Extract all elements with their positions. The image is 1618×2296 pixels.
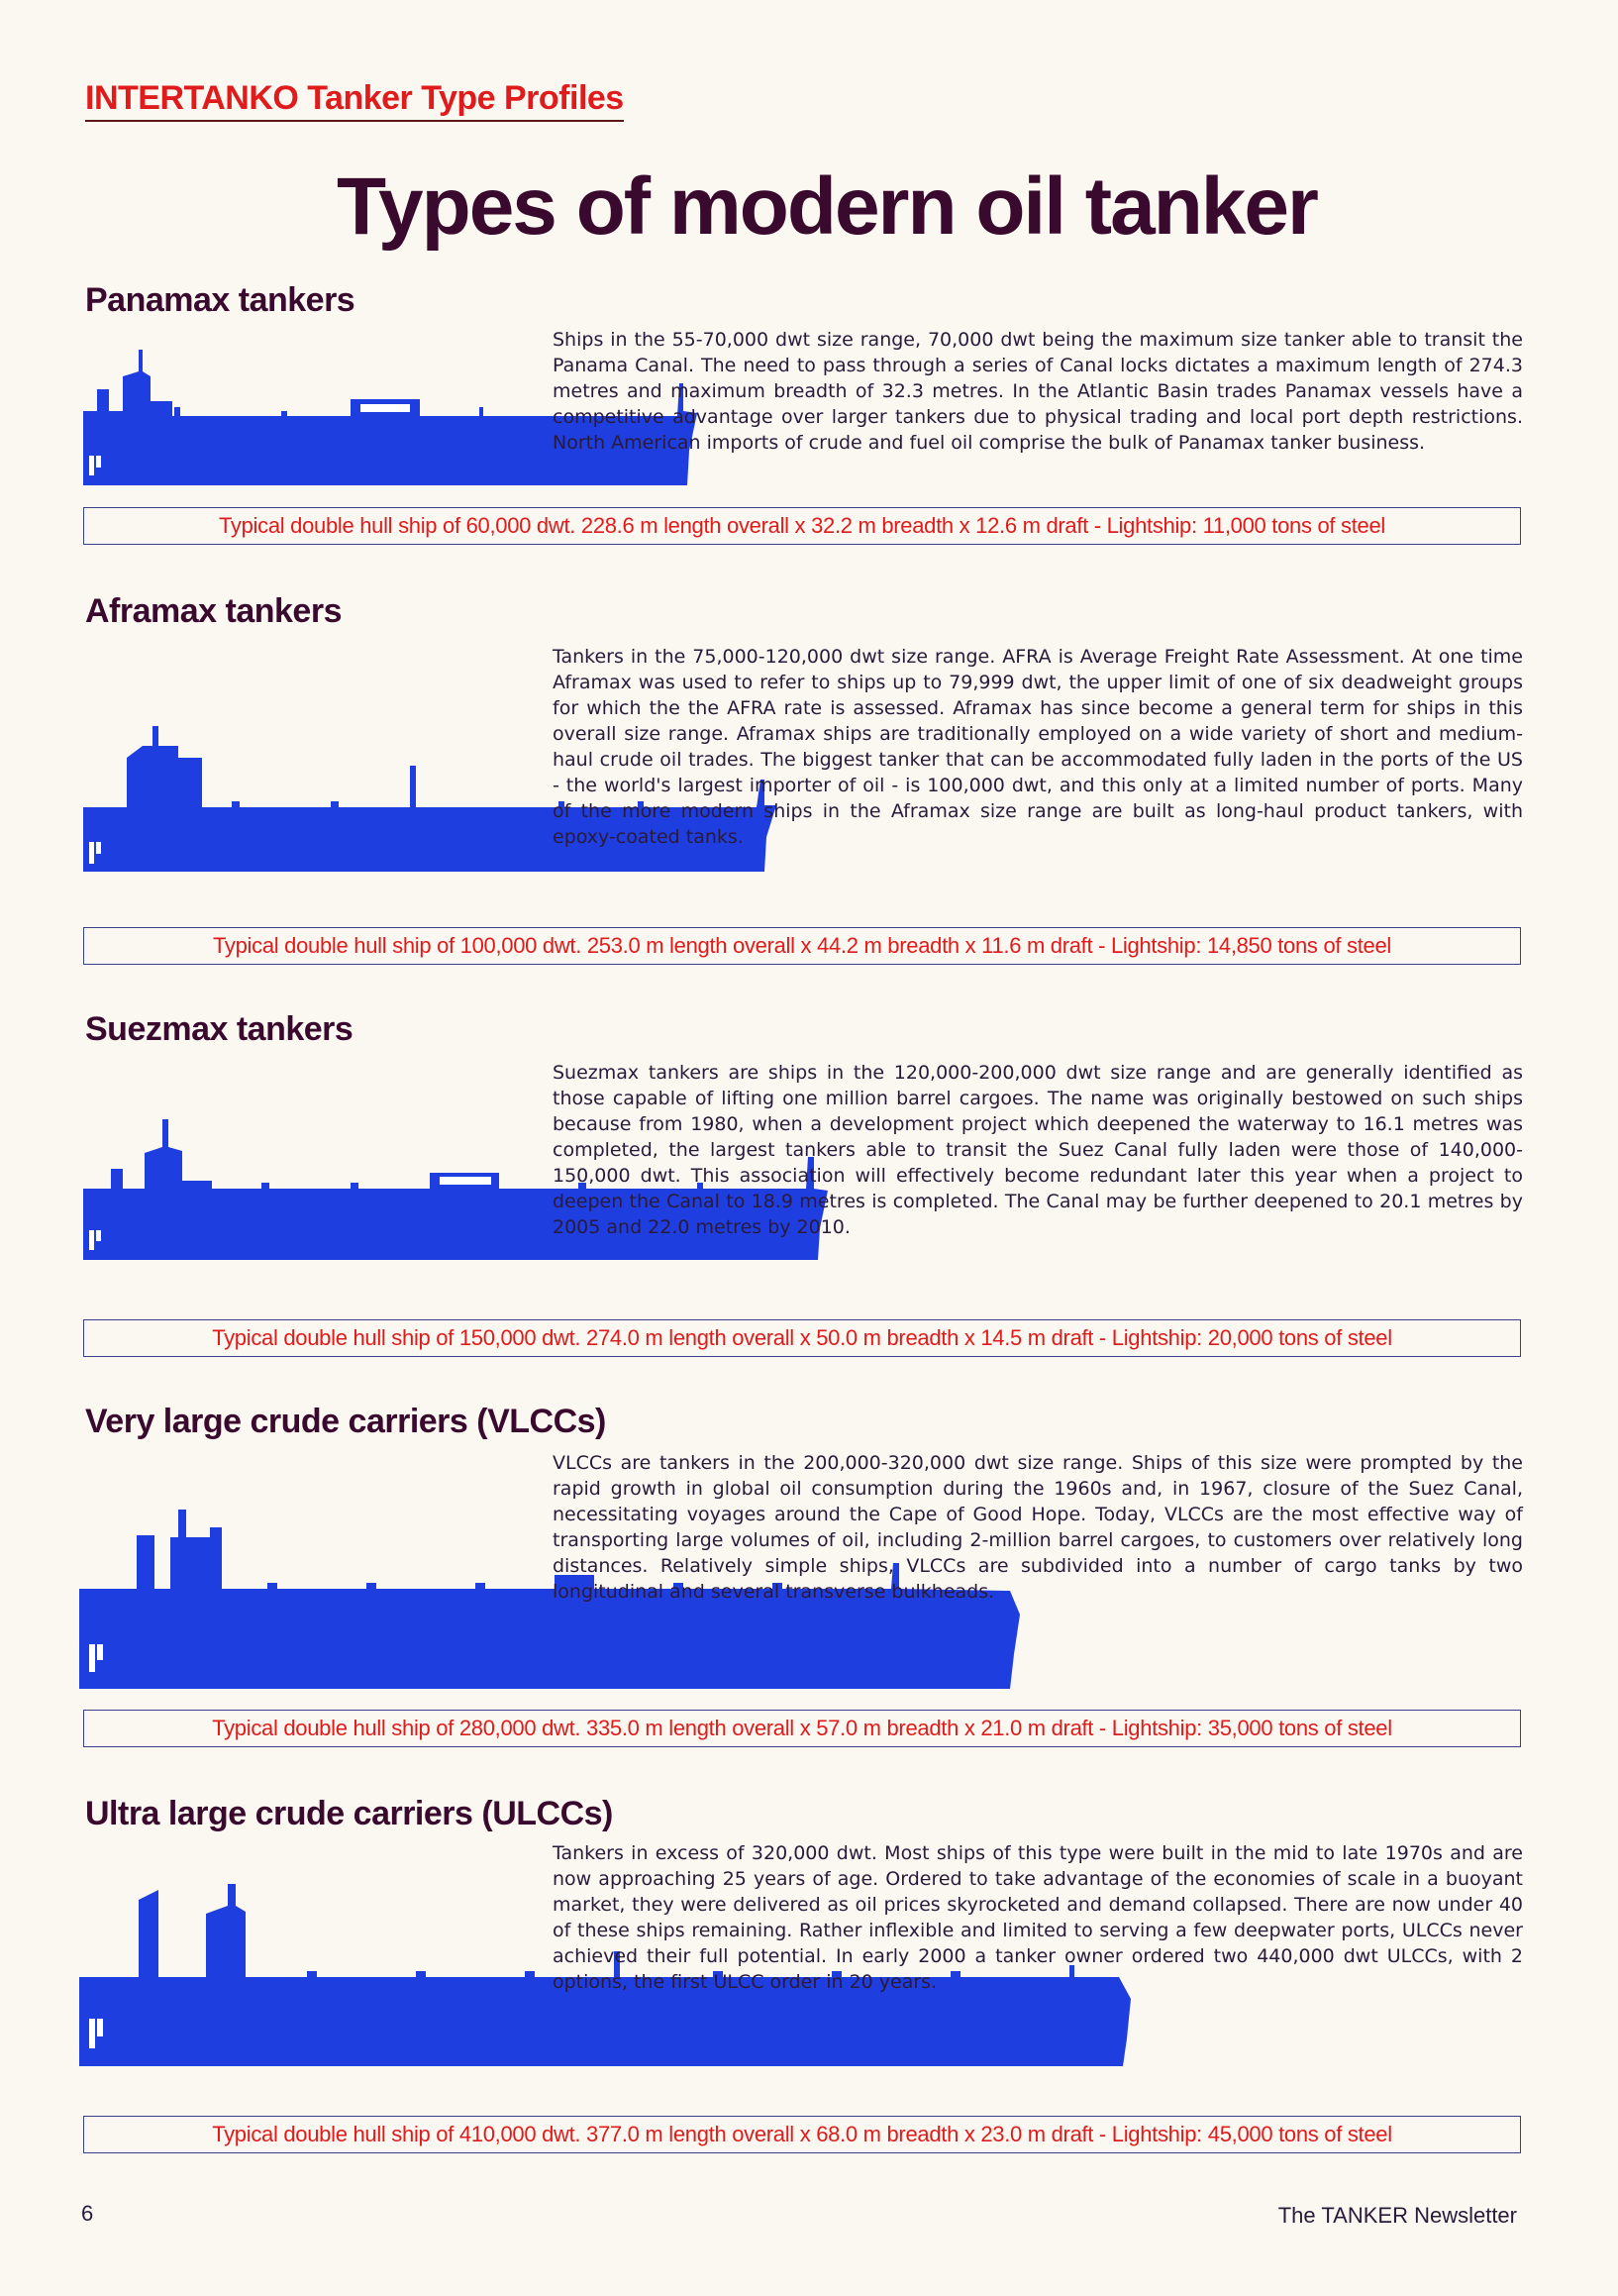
spec-box-panamax: Typical double hull ship of 60,000 dwt. 228.6 m length overall x 32.2 m breadth x 12.6 m draft - Lightship: 11,000 tons of steel bbox=[83, 507, 1521, 545]
section-title-vlcc: Very large crude carriers (VLCCs) bbox=[85, 1403, 606, 1440]
description-vlcc: VLCCs are tankers in the 200,000-320,000 dwt size range. Ships of this size were prompted by the rapid growth in global oil consumption during the 1960s and, in 1967, closure of the Suez Canal, necessitating voyages around the Cape of Good Hope. Today, VLCCs are the most effective way of transporting large volumes of oil, including 2-million barrel cargoes, to customers over relatively long distances. Relatively simple ships, VLCCs are subdivided into a number of cargo tanks by two longitudinal and several transverse bulkheads. bbox=[553, 1452, 1523, 1603]
page-title: Types of modern oil tanker bbox=[337, 161, 1317, 252]
spec-box-vlcc: Typical double hull ship of 280,000 dwt. 335.0 m length overall x 57.0 m breadth x 21.0 m draft - Lightship: 35,000 tons of steel bbox=[83, 1710, 1521, 1747]
section-title-ulcc: Ultra large crude carriers (ULCCs) bbox=[85, 1795, 613, 1832]
section-title-suezmax: Suezmax tankers bbox=[85, 1010, 354, 1048]
spec-box-ulcc: Typical double hull ship of 410,000 dwt. 377.0 m length overall x 68.0 m breadth x 23.0 m draft - Lightship: 45,000 tons of steel bbox=[83, 2116, 1521, 2153]
page-number: 6 bbox=[81, 2201, 94, 2226]
section-title-panamax: Panamax tankers bbox=[85, 281, 355, 319]
description-aframax: Tankers in the 75,000-120,000 dwt size range. AFRA is Average Freight Rate Assessment. At one time Aframax was used to refer to ships up to 79,999 dwt, the upper limit of one of six deadweight groups for which the the AFRA rate is assessed. Aframax has since become a general term for ships in this overall size range. Aframax ships are traditionally employed on a wide variety of short and medium-haul crude oil trades. The biggest tanker that can be accommodated fully laden in the ports of the US - the world's largest importer of oil - is 100,000 dwt, and this only at a limited number of ports. Many of the more modern ships in the Aframax size range are built as long-haul product tankers, with epoxy-coated tanks. bbox=[553, 646, 1523, 848]
section-title-aframax: Aframax tankers bbox=[85, 592, 342, 630]
description-suezmax: Suezmax tankers are ships in the 120,000-200,000 dwt size range and are generally identified as those capable of lifting one million barrel cargoes. The name was originally bestowed on such ships because from 1980, when a development project which deepened the waterway to 16.1 metres was completed, the largest tankers able to transit the Suez Canal fully laden were those of 140,000-150,000 dwt. This association will effectively become redundant later this year when a project to deepen the Canal to 18.9 metres is completed. The Canal may be further deepened to 20.1 metres by 2005 and 22.0 metres by 2010. bbox=[553, 1062, 1523, 1238]
spec-box-aframax: Typical double hull ship of 100,000 dwt. 253.0 m length overall x 44.2 m breadth x 11.6 m draft - Lightship: 14,850 tons of steel bbox=[83, 927, 1521, 965]
spec-box-suezmax: Typical double hull ship of 150,000 dwt. 274.0 m length overall x 50.0 m breadth x 14.5 m draft - Lightship: 20,000 tons of steel bbox=[83, 1319, 1521, 1357]
publication-name: The TANKER Newsletter bbox=[1277, 2203, 1517, 2228]
description-ulcc: Tankers in excess of 320,000 dwt. Most ships of this type were built in the mid to late 1970s and are now approaching 25 years of age. Ordered to take advantage of the economies of scale in a buoyant market, they were delivered as oil prices skyrocketed and demand collapsed. There are now under 40 of these ships remaining. Rather inflexible and limited to serving a few deepwater ports, ULCCs never achieved their full potential. In early 2000 a tanker owner ordered two 440,000 dwt ULCCs, with 2 options, the first ULCC order in 20 years. bbox=[553, 1842, 1523, 1993]
description-panamax: Ships in the 55-70,000 dwt size range, 70,000 dwt being the maximum size tanker able to transit the Panama Canal. The need to pass through a series of Canal locks dictates a maximum length of 274.3 metres and maximum breadth of 32.3 metres. In the Atlantic Basin trades Panamax vessels have a competitive advantage over larger tankers due to physical trading and local port depth restrictions. North American imports of crude and fuel oil comprise the bulk of Panamax tanker business. bbox=[553, 329, 1523, 454]
publication-kicker: INTERTANKO Tanker Type Profiles bbox=[85, 79, 624, 122]
